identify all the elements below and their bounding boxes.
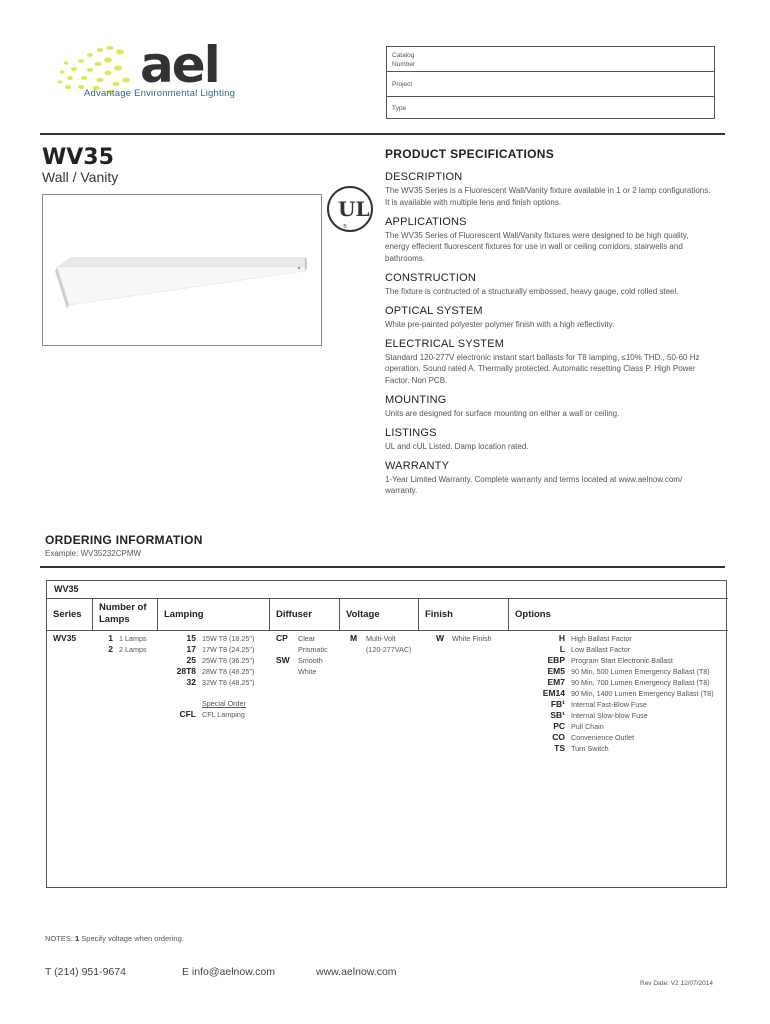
section-heading: ELECTRICAL SYSTEM xyxy=(385,337,505,350)
section-heading: WARRANTY xyxy=(385,459,450,472)
list-item: M Multi-Volt xyxy=(350,633,396,643)
model-header-row xyxy=(47,581,728,599)
spec-section-listings xyxy=(385,427,715,453)
lamping-list xyxy=(164,633,254,720)
lamps-list xyxy=(99,633,147,655)
product-subtitle: Wall / Vanity xyxy=(42,169,119,185)
section-body: The WV35 Series of Fluorescent Wall/Vanity fixtures were designed to be high quality, energy effecient fluorescent fixtures for use in wall or ceiling corridors, stairwells and bathrooms. xyxy=(385,230,689,264)
special-order-label: Special Order xyxy=(202,699,246,708)
catalog-number-field[interactable] xyxy=(387,47,714,72)
list-item: 32 32W T8 (48.25") xyxy=(186,677,255,687)
header-series: Series xyxy=(53,609,82,620)
ordering-example: Example: WV35232CPMW xyxy=(45,549,142,558)
logo-brand: ael xyxy=(140,36,219,94)
model-label: WV35 xyxy=(54,584,79,594)
section-body: Units are designed for surface mounting on either a wall or ceiling. xyxy=(385,408,620,418)
diffuser-list xyxy=(276,633,328,677)
spec-section-warranty xyxy=(385,460,715,498)
note-number: 1 xyxy=(75,934,80,943)
header-lamping: Lamping xyxy=(164,609,204,620)
ul-mark-text: UL xyxy=(338,197,370,221)
section-body: The fixture is contructed of a structurally embossed, heavy gauge, cold rolled steel. xyxy=(385,286,679,296)
list-item: TS Turn Switch xyxy=(554,743,609,753)
section-heading: CONSTRUCTION xyxy=(385,271,477,284)
list-item: L Low Ballast Factor xyxy=(559,644,631,654)
header-divider xyxy=(40,133,725,135)
header-finish: Finish xyxy=(425,609,453,620)
revision-date: Rev Date: V2 12/07/2014 xyxy=(640,980,713,987)
column-divider xyxy=(269,599,270,631)
spec-section-electrical xyxy=(385,338,715,387)
ul-listed-icon xyxy=(327,186,373,232)
list-item: (120-277VAC) xyxy=(366,645,412,654)
column-divider xyxy=(92,599,93,631)
spec-section-applications xyxy=(385,216,715,265)
list-item: CP Clear xyxy=(276,633,316,643)
list-item: SW Smooth xyxy=(276,655,323,665)
list-item: EBP Program Start Electronic Ballast xyxy=(547,655,673,665)
header-options: Options xyxy=(515,609,551,620)
list-item: SB¹ Internal Slow-blow Fuse xyxy=(550,710,648,720)
product-name: WV35 xyxy=(42,145,114,170)
list-item: 15 15W T8 (18.25") xyxy=(186,633,255,643)
list-item: PC Pull Chain xyxy=(553,721,604,731)
section-body: UL and cUL Listed. Damp location rated. xyxy=(385,441,529,451)
product-photo xyxy=(42,194,322,346)
finish-list xyxy=(436,633,492,644)
company-logo xyxy=(48,36,278,110)
list-item: EM5 90 Min, 500 Lumen Emergency Ballast (T8) xyxy=(547,666,710,676)
column-divider xyxy=(157,599,158,631)
notes-label: NOTES: xyxy=(45,934,73,943)
note-text: Specify voltage when ordering. xyxy=(81,934,184,943)
list-item: 28T8 28W T8 (48.25") xyxy=(176,666,255,676)
spec-section-mounting xyxy=(385,394,715,420)
column-header-row xyxy=(47,599,728,631)
list-item: 2 2 Lamps xyxy=(108,644,147,654)
list-item: EM14 90 Min, 1400 Lumen Emergency Ballast (T8) xyxy=(542,688,714,698)
type-field[interactable] xyxy=(387,97,714,118)
ordering-title: ORDERING INFORMATION xyxy=(45,533,203,547)
section-heading: LISTINGS xyxy=(385,426,437,439)
specifications-title: PRODUCT SPECIFICATIONS xyxy=(385,147,555,161)
section-body: 1-Year Limited Warranty. Complete warranty and terms located at www.aelnow.com/ warranty. xyxy=(385,474,683,496)
section-body: Standard 120-277V electronic instant start ballasts for T8 lamping, ≤10% THD., 50-60 Hz operation. Sound rated A. Thermally protected. Automatic resetting Class P. High Power Factor. Non PCB. xyxy=(385,352,700,386)
section-heading: APPLICATIONS xyxy=(385,215,467,228)
catalog-number-label: Catalog Number xyxy=(392,52,416,68)
list-item: FB¹ Internal Fast-Blow Fuse xyxy=(550,699,647,709)
list-item: EM7 90 Min, 700 Lumen Emergency Ballast (T8) xyxy=(547,677,710,687)
spec-section-description xyxy=(385,171,715,209)
spec-section-construction xyxy=(385,272,715,298)
header-diffuser: Diffuser xyxy=(276,609,312,620)
project-label: Project xyxy=(392,81,413,88)
section-body: White pre-painted polyester polymer finish with a high reflectivity. xyxy=(385,319,615,329)
section-body: The WV35 Series is a Fluorescent Wall/Vanity fixture available in 1 or 2 lamp configurations. It is available with multiple lens and finish options. xyxy=(385,186,711,207)
list-item: White xyxy=(298,667,317,676)
fixture-image xyxy=(43,195,321,345)
list-item: 17 17W T8 (24.25") xyxy=(186,644,255,654)
ordering-divider xyxy=(40,566,725,568)
spec-section-optical xyxy=(385,305,715,331)
list-item: Prismatic xyxy=(298,645,328,654)
header-lamps: Number of Lamps xyxy=(99,602,147,625)
footer-phone: T (214) 951-9674 xyxy=(45,966,126,978)
voltage-list xyxy=(350,633,411,655)
list-item: W White Finish xyxy=(436,633,492,643)
catalog-info-box xyxy=(386,46,715,119)
footer-email[interactable]: E info@aelnow.com xyxy=(182,966,275,978)
header-voltage: Voltage xyxy=(346,609,380,620)
column-divider xyxy=(508,599,509,631)
product-specifications xyxy=(385,147,715,504)
section-heading: MOUNTING xyxy=(385,393,447,406)
column-divider xyxy=(418,599,419,631)
column-divider xyxy=(339,599,340,631)
list-item: 1 1 Lamps xyxy=(108,633,147,643)
series-value: WV35 xyxy=(53,633,77,643)
list-item: H High Ballast Factor xyxy=(558,633,632,643)
logo-tagline: Advantage Environmental Lighting xyxy=(84,88,236,99)
options-list xyxy=(525,633,714,754)
list-item: CO Convenience Outlet xyxy=(552,732,635,742)
list-item: CFL CFL Lamping xyxy=(179,709,245,719)
ordering-table xyxy=(46,580,727,888)
section-heading: OPTICAL SYSTEM xyxy=(385,304,483,317)
ordering-notes xyxy=(45,934,184,943)
type-label: Type xyxy=(392,105,407,112)
footer-website[interactable]: www.aelnow.com xyxy=(316,966,397,978)
list-item: 25 25W T8 (36.25") xyxy=(186,655,255,665)
project-field[interactable] xyxy=(387,72,714,97)
section-heading: DESCRIPTION xyxy=(385,171,463,183)
ul-registered-mark: ® xyxy=(343,224,347,230)
